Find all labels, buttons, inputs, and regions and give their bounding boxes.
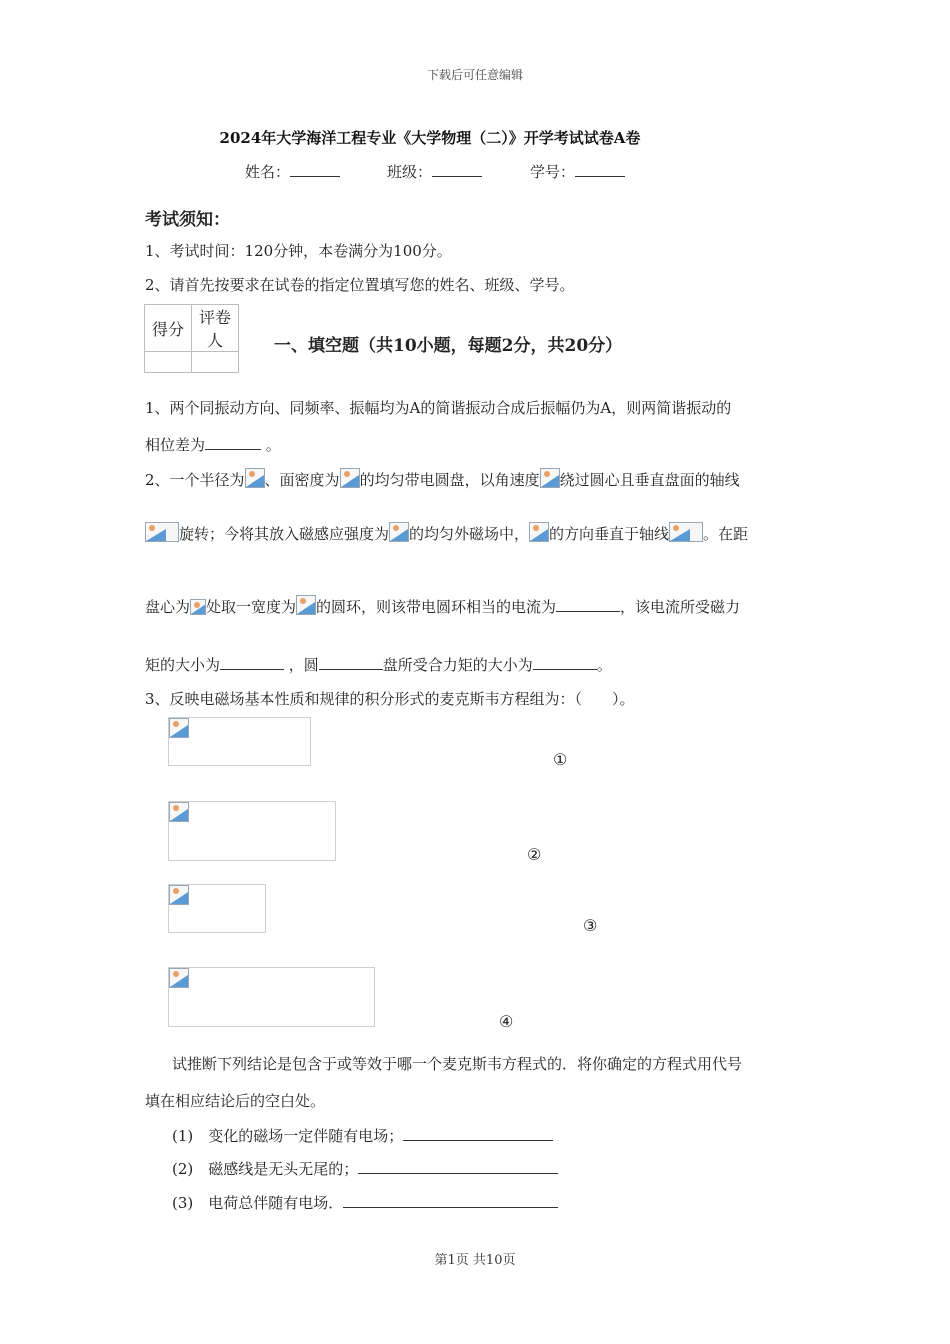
id-blank[interactable] [575, 162, 625, 177]
equation-marker: ③ [583, 916, 598, 935]
q2-text: 、面密度为 [264, 471, 340, 489]
current-blank[interactable] [556, 597, 620, 612]
score-table [144, 304, 239, 373]
grader-cell[interactable] [192, 352, 239, 373]
notice-item: 1、考试时间：120分钟，本卷满分为100分。 [145, 242, 452, 260]
formula-image-icon [169, 802, 189, 822]
q3-sub-blank[interactable] [358, 1159, 558, 1174]
notice-item: 2、请首先按要求在试卷的指定位置填写您的姓名、班级、学号。 [145, 276, 575, 294]
q1-line1: 1、两个同振动方向、同频率、振幅均为A的简谐振动合成后振幅仍为A，则两简谐振动的 [145, 399, 732, 417]
q3-instruction: 试推断下列结论是包含于或等效于哪一个麦克斯韦方程式的．将你确定的方程式用代号 [172, 1055, 743, 1073]
formula-image-icon [389, 522, 409, 542]
q2-text: 的均匀带电圆盘，以角速度 [359, 471, 540, 489]
formula-image-icon [296, 595, 316, 615]
q3-sub [172, 1192, 558, 1213]
q2-line1 [145, 468, 740, 490]
q2-text: 盘所受合力矩的大小为 [382, 656, 533, 674]
equation-marker: ② [527, 845, 542, 864]
q3-sub-text: (3) 电荷总伴随有电场． [172, 1194, 344, 1212]
torque-blank[interactable] [220, 655, 284, 670]
page-footer: 第1页 共10页 [434, 1253, 516, 1268]
q3-sub-blank[interactable] [343, 1193, 558, 1208]
q2-text: 的均匀外磁场中， [409, 525, 530, 543]
formula-image-icon [169, 968, 189, 988]
equation-image [168, 801, 336, 861]
class-field [387, 161, 482, 182]
q1-text: 相位差为 [145, 436, 206, 454]
q2-text: 2、一个半径为 [145, 471, 245, 489]
formula-image-icon [529, 522, 549, 542]
q2-text: 矩的大小为 [145, 656, 221, 674]
equation-marker: ① [553, 750, 568, 769]
q1-blank[interactable] [205, 435, 261, 450]
q2-text: 。在距 [703, 525, 749, 543]
q1-line2 [145, 434, 281, 455]
class-label: 班级： [387, 163, 433, 181]
exam-title: 2024年大学海洋工程专业《大学物理（二）》开学考试试卷A卷 [219, 129, 641, 147]
q2-text: ，该电流所受磁力 [620, 598, 741, 616]
q3-sub-blank[interactable] [403, 1126, 553, 1141]
q2-text: 的方向垂直于轴线 [549, 525, 670, 543]
id-field [530, 161, 625, 182]
q3-instruction: 填在相应结论后的空白处。 [145, 1092, 326, 1110]
q3-sub [172, 1158, 558, 1179]
score-label: 得分 [145, 305, 192, 352]
q2-text: 处取一宽度为 [206, 598, 297, 616]
formula-image-icon [190, 599, 206, 615]
q1-text-end: 。 [261, 436, 281, 454]
equation-image [168, 717, 311, 766]
equation-image [168, 967, 375, 1027]
q2-line4 [145, 654, 612, 675]
formula-image-icon [669, 522, 703, 542]
q3-sub [172, 1125, 553, 1146]
disk-blank[interactable] [319, 655, 383, 670]
name-field [245, 161, 340, 182]
formula-image-icon [145, 522, 179, 542]
equation-marker: ④ [499, 1012, 514, 1031]
id-label: 学号： [530, 163, 576, 181]
equation-image [168, 884, 266, 933]
q2-line3 [145, 595, 740, 617]
total-torque-blank[interactable] [533, 655, 597, 670]
q2-text: 绕过圆心且垂直盘面的轴线 [559, 471, 740, 489]
formula-image-icon [169, 885, 189, 905]
formula-image-icon [540, 468, 560, 488]
header-note: 下载后可任意编辑 [426, 68, 523, 82]
q2-text: 旋转；今将其放入磁感应强度为 [179, 525, 390, 543]
q3-sub-text: (1) 变化的磁场一定伴随有电场； [172, 1127, 404, 1145]
q3-stem: 3、反映电磁场基本性质和规律的积分形式的麦克斯韦方程组为：（ ）。 [145, 690, 635, 708]
section-title: 一、填空题（共10小题，每题2分，共20分） [274, 336, 623, 356]
name-label: 姓名： [245, 163, 291, 181]
formula-image-icon [169, 718, 189, 738]
q2-text: 的圆环，则该带电圆环相当的电流为 [316, 598, 557, 616]
notice-heading: 考试须知： [145, 210, 230, 230]
formula-image-icon [245, 468, 265, 488]
grader-label: 评卷人 [192, 305, 239, 352]
q2-text: 。 [596, 656, 612, 674]
q2-text: 盘心为 [145, 598, 191, 616]
name-blank[interactable] [290, 162, 340, 177]
formula-image-icon [340, 468, 360, 488]
q3-sub-text: (2) 磁感线是无头无尾的； [172, 1160, 359, 1178]
q2-text: ，圆 [284, 656, 319, 674]
score-cell[interactable] [145, 352, 192, 373]
class-blank[interactable] [432, 162, 482, 177]
q2-line2 [145, 522, 748, 544]
